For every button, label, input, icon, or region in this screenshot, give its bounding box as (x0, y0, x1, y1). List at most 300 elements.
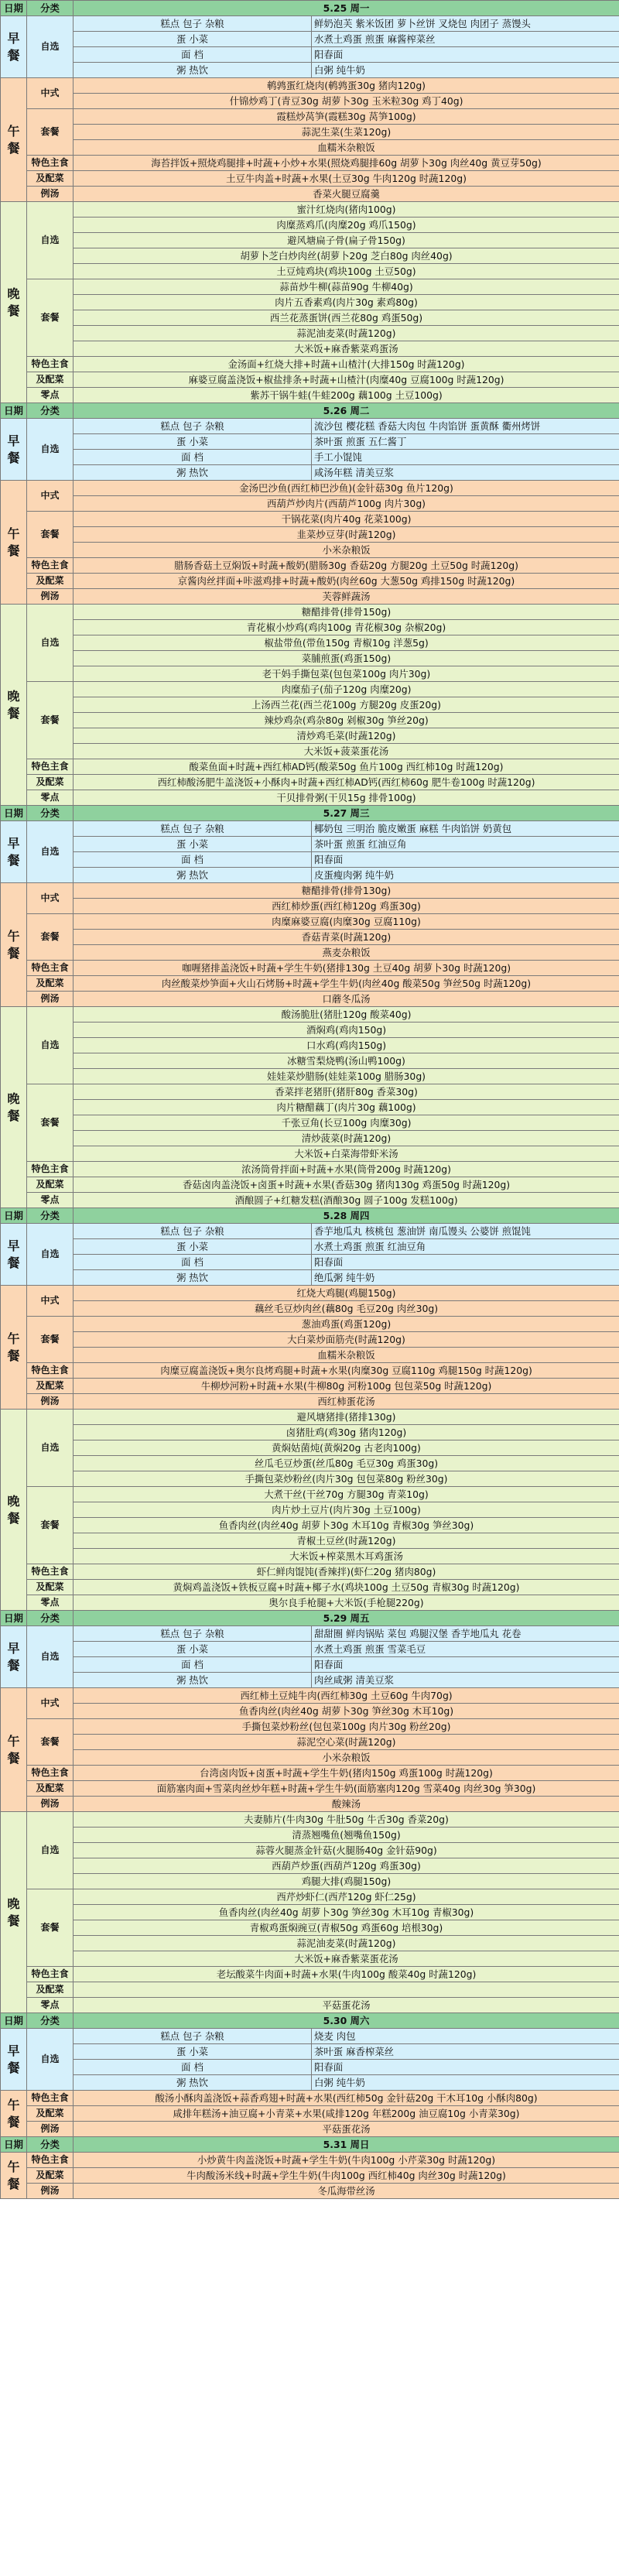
menu-item: 大米饭+白菜海带虾米汤 (74, 1146, 619, 1162)
category-cell: 及配菜 (27, 1177, 74, 1193)
day-title: 5.26 周二 (74, 403, 619, 419)
breakfast-type: 蛋 小菜 (74, 434, 312, 450)
dinner-row (1, 388, 619, 403)
menu-item: 浓汤筒骨拌面+时蔬+水果(筒骨200g 时蔬120g) (74, 1162, 619, 1177)
breakfast-items: 鲜奶泡芙 紫米饭团 萝卜丝饼 叉烧包 肉团子 蒸馒头 (312, 16, 619, 32)
menu-item: 土豆炖鸡块(鸡块100g 土豆50g) (74, 264, 619, 279)
breakfast-items: 甜甜圈 鲜肉锅贴 菜包 鸡腿汉堡 香芋地瓜丸 花卷 (312, 1626, 619, 1642)
dinner-row (1, 697, 619, 713)
menu-item: 金汤巴沙鱼(西红柿巴沙鱼)(金针菇30g 鱼片120g) (74, 481, 619, 496)
category-cell: 套餐 (27, 682, 74, 759)
dinner-row (1, 605, 619, 620)
breakfast-items: 咸汤年糕 清美豆浆 (312, 465, 619, 481)
dinner-row (1, 790, 619, 806)
dinner-row (1, 310, 619, 326)
dinner-row (1, 1007, 619, 1023)
menu-item: 西红柿炒蛋(西红柿120g 鸡蛋30g) (74, 899, 619, 914)
menu-item: 菜脯煎蛋(鸡蛋150g) (74, 651, 619, 666)
dinner-row (1, 1812, 619, 1828)
category-cell: 中式 (27, 883, 74, 914)
dinner-row (1, 1518, 619, 1533)
lunch-row (1, 1750, 619, 1766)
lunch-label: 午餐 (1, 1688, 27, 1812)
breakfast-type: 糕点 包子 杂粮 (74, 16, 312, 32)
day-header-row (1, 1208, 619, 1224)
menu-item: 西葫芦炒肉片(西葫芦100g 肉片30g) (74, 496, 619, 512)
date-label: 日期 (1, 1611, 27, 1626)
menu-item: 藕丝毛豆炒肉丝(藕80g 毛豆20g 肉丝30g) (74, 1301, 619, 1317)
dinner-row (1, 326, 619, 341)
breakfast-type: 蛋 小菜 (74, 32, 312, 47)
menu-item: 咸排年糕汤+油豆腐+小青菜+水果(咸排120g 年糕200g 油豆腐10g 小青菜30g) (74, 2106, 619, 2122)
menu-item: 避风塘扁子骨(扁子骨150g) (74, 233, 619, 248)
dinner-row (1, 202, 619, 218)
dinner-row (1, 1858, 619, 1874)
category-cell: 套餐 (27, 1084, 74, 1162)
category-label: 分类 (27, 403, 74, 419)
category-cell: 自选 (27, 605, 74, 682)
category-cell: 及配菜 (27, 574, 74, 589)
menu-item: 咖喱猪排盖浇饭+时蔬+学生牛奶(猪排130g 土豆40g 胡萝卜30g 时蔬120g) (74, 961, 619, 976)
dinner-row (1, 1425, 619, 1440)
dinner-row (1, 1084, 619, 1100)
menu-item: 黄焖鸡盖浇饭+铁板豆腐+时蔬+椰子水(鸡块100g 土豆50g 青椒30g 时蔬120g) (74, 1580, 619, 1595)
date-label: 日期 (1, 806, 27, 821)
category-cell: 套餐 (27, 512, 74, 558)
category-cell: 零点 (27, 1193, 74, 1208)
category-cell: 零点 (27, 1998, 74, 2013)
menu-item: 卤猪肚鸡(鸡30g 猪肉120g) (74, 1425, 619, 1440)
dinner-row (1, 1843, 619, 1858)
category-cell: 特色主食 (27, 1766, 74, 1781)
menu-item: 大米饭+麻香紫菜蛋花汤 (74, 1951, 619, 1967)
menu-item: 上汤西兰花(西兰花100g 方腿20g 皮蛋20g) (74, 697, 619, 713)
menu-item (74, 1982, 619, 1998)
menu-item: 韭菜炒豆芽(时蔬120g) (74, 527, 619, 543)
breakfast-items: 烧麦 肉包 (312, 2029, 619, 2044)
category-cell: 及配菜 (27, 1982, 74, 1998)
category-cell: 套餐 (27, 279, 74, 357)
dinner-row (1, 1487, 619, 1502)
category-label: 分类 (27, 2137, 74, 2153)
menu-item: 金汤面+红烧大排+时蔬+山楂汁(大排150g 时蔬120g) (74, 357, 619, 372)
day-header-row (1, 1611, 619, 1626)
lunch-row (1, 187, 619, 202)
dinner-row (1, 1549, 619, 1564)
menu-item: 西红柿蛋花汤 (74, 1394, 619, 1410)
dinner-row (1, 759, 619, 775)
menu-item: 鹌鹑蛋红烧肉(鹌鹑蛋30g 猪肉120g) (74, 78, 619, 94)
category-cell: 自选 (27, 202, 74, 279)
lunch-row (1, 1735, 619, 1750)
lunch-row (1, 2122, 619, 2137)
dinner-label: 晚餐 (1, 605, 27, 806)
menu-item: 酸菜鱼面+时蔬+西红柿AD钙(酸菜50g 鱼片100g 西红柿10g 时蔬120g) (74, 759, 619, 775)
breakfast-type: 蛋 小菜 (74, 1239, 312, 1255)
dinner-row (1, 1471, 619, 1487)
category-cell: 特色主食 (27, 156, 74, 171)
category-cell: 零点 (27, 1595, 74, 1611)
breakfast-items: 绝瓜粥 纯牛奶 (312, 1270, 619, 1286)
category-cell: 及配菜 (27, 1781, 74, 1797)
menu-item: 香菜拌老猪肝(猪肝80g 香菜30g) (74, 1084, 619, 1100)
lunch-label: 午餐 (1, 883, 27, 1007)
breakfast-row (1, 2044, 619, 2060)
breakfast-items: 阳春面 (312, 852, 619, 868)
breakfast-type: 粥 热饮 (74, 868, 312, 883)
category-cell: 自选 (27, 16, 74, 78)
category-cell: 自选 (27, 1224, 74, 1286)
category-cell: 及配菜 (27, 372, 74, 388)
breakfast-type: 面 档 (74, 1255, 312, 1270)
menu-item: 什锦炒鸡丁(青豆30g 胡萝卜30g 玉米粒30g 鸡丁40g) (74, 94, 619, 109)
menu-item: 糖醋排骨(排骨130g) (74, 883, 619, 899)
breakfast-type: 糕点 包子 杂粮 (74, 1626, 312, 1642)
breakfast-row (1, 1642, 619, 1657)
category-cell: 例汤 (27, 2122, 74, 2137)
menu-item: 冬瓜海带丝汤 (74, 2184, 619, 2199)
menu-item: 青椒鸡蛋焖豌豆(青椒50g 鸡蛋60g 培根30g) (74, 1920, 619, 1936)
lunch-label: 午餐 (1, 1286, 27, 1410)
breakfast-items: 茶叶蛋 麻香榨菜丝 (312, 2044, 619, 2060)
menu-item: 口水鸡(鸡肉150g) (74, 1038, 619, 1053)
dinner-row (1, 1177, 619, 1193)
menu-item: 西红柿酸汤肥牛盖浇饭+小酥肉+时蔬+西红柿AD钙(西红柿60g 肥牛卷100g 时蔬120g) (74, 775, 619, 790)
day-title: 5.27 周三 (74, 806, 619, 821)
menu-item: 芙蓉鲜蔬汤 (74, 589, 619, 605)
lunch-row (1, 543, 619, 558)
category-cell: 例汤 (27, 992, 74, 1007)
lunch-row (1, 2106, 619, 2122)
lunch-label: 午餐 (1, 2153, 27, 2199)
lunch-row (1, 1797, 619, 1812)
breakfast-items: 香芋地瓜丸 核桃包 葱油饼 南瓜馒头 公婆饼 煎馄饨 (312, 1224, 619, 1239)
category-cell: 套餐 (27, 1719, 74, 1766)
menu-item: 大煮干丝(干丝70g 方腿30g 青菜10g) (74, 1487, 619, 1502)
breakfast-row (1, 434, 619, 450)
breakfast-type: 面 档 (74, 852, 312, 868)
breakfast-row (1, 2060, 619, 2075)
menu-item: 手撕包菜炒粉丝(肉片30g 包包菜80g 粉丝30g) (74, 1471, 619, 1487)
menu-item: 肉糜豆腐盖浇饭+奥尔良烤鸡腿+时蔬+水果(肉糜30g 豆腐110g 鸡腿150g 时蔬120g) (74, 1363, 619, 1379)
lunch-row (1, 1301, 619, 1317)
menu-item: 黄焖姑菌炖(黄焖20g 古老肉100g) (74, 1440, 619, 1456)
menu-item: 胡萝卜芝白炒肉丝(胡萝卜20g 芝白80g 肉丝40g) (74, 248, 619, 264)
menu-item: 鸡腿大排(鸡腿150g) (74, 1874, 619, 1889)
category-cell: 特色主食 (27, 357, 74, 372)
menu-item: 鱼香肉丝(肉丝40g 胡萝卜30g 笋丝30g 木耳10g) (74, 1704, 619, 1719)
breakfast-items: 皮蛋瘦肉粥 纯牛奶 (312, 868, 619, 883)
dinner-row (1, 1069, 619, 1084)
dinner-row (1, 372, 619, 388)
menu-item: 牛柳炒河粉+时蔬+水果(牛柳80g 河粉100g 包包菜50g 时蔬120g) (74, 1379, 619, 1394)
category-cell: 及配菜 (27, 2106, 74, 2122)
breakfast-type: 糕点 包子 杂粮 (74, 2029, 312, 2044)
breakfast-row (1, 1239, 619, 1255)
dinner-row (1, 1038, 619, 1053)
menu-item: 小炒黄牛肉盖浇饭+时蔬+学生牛奶(牛肉100g 小芹菜30g 时蔬120g) (74, 2153, 619, 2168)
dinner-row (1, 1951, 619, 1967)
category-cell: 例汤 (27, 1797, 74, 1812)
category-cell: 套餐 (27, 1889, 74, 1967)
breakfast-type: 蛋 小菜 (74, 1642, 312, 1657)
menu-item: 平菇蛋花汤 (74, 2122, 619, 2137)
day-title: 5.30 周六 (74, 2013, 619, 2029)
breakfast-items: 水煮土鸡蛋 煎蛋 雪菜毛豆 (312, 1642, 619, 1657)
menu-item: 小米杂粮饭 (74, 1750, 619, 1766)
category-label: 分类 (27, 2013, 74, 2029)
menu-item: 老坛酸菜牛肉面+时蔬+水果(牛肉100g 酸菜40g 时蔬120g) (74, 1967, 619, 1982)
menu-item: 西葫芦炒蛋(西葫芦120g 鸡蛋30g) (74, 1858, 619, 1874)
dinner-row (1, 1595, 619, 1611)
dinner-row (1, 1162, 619, 1177)
menu-item: 肉糜茄子(茄子120g 肉糜20g) (74, 682, 619, 697)
menu-item: 霞糕炒莴笋(霞糕30g 莴笋100g) (74, 109, 619, 125)
dinner-row (1, 1023, 619, 1038)
category-cell: 中式 (27, 1286, 74, 1317)
menu-item: 西兰花蒸蛋饼(西兰花80g 鸡蛋50g) (74, 310, 619, 326)
dinner-label: 晚餐 (1, 1410, 27, 1611)
date-label: 日期 (1, 2013, 27, 2029)
day-title: 5.28 周四 (74, 1208, 619, 1224)
lunch-row (1, 171, 619, 187)
category-cell: 及配菜 (27, 1580, 74, 1595)
breakfast-label: 早餐 (1, 419, 27, 481)
menu-item: 鱼香肉丝(肉丝40g 胡萝卜30g 笋丝30g 木耳10g 青椒30g) (74, 1905, 619, 1920)
dinner-row (1, 264, 619, 279)
date-label: 日期 (1, 2137, 27, 2153)
breakfast-items: 白粥 纯牛奶 (312, 63, 619, 78)
dinner-row (1, 279, 619, 295)
category-cell: 中式 (27, 481, 74, 512)
dinner-row (1, 1874, 619, 1889)
dinner-row (1, 620, 619, 635)
menu-item: 大米饭+菠菜蛋花汤 (74, 744, 619, 759)
day-title: 5.25 周一 (74, 1, 619, 16)
menu-item: 肉糜麻婆豆腐(肉糜30g 豆腐110g) (74, 914, 619, 930)
menu-item: 干贝排骨粥(干贝15g 排骨100g) (74, 790, 619, 806)
dinner-row (1, 1967, 619, 1982)
menu-item: 肉丝酸菜炒笋面+火山石烤肠+时蔬+学生牛奶(肉丝40g 酸菜50g 笋丝50g 时蔬120g) (74, 976, 619, 992)
breakfast-items: 水煮土鸡蛋 煎蛋 麻酱榨菜丝 (312, 32, 619, 47)
category-cell: 特色主食 (27, 759, 74, 775)
category-cell: 套餐 (27, 109, 74, 156)
lunch-row (1, 140, 619, 156)
breakfast-label: 早餐 (1, 1626, 27, 1688)
menu-item: 鱼香肉丝(肉丝40g 胡萝卜30g 木耳10g 青椒30g 笋丝30g) (74, 1518, 619, 1533)
lunch-row (1, 78, 619, 94)
menu-item: 西红柿土豆炖牛肉(西红柿30g 土豆60g 牛肉70g) (74, 1688, 619, 1704)
menu-item: 麻婆豆腐盖浇饭+椒盐排条+时蔬+山楂汁(肉糜40g 豆腐100g 时蔬120g) (74, 372, 619, 388)
menu-item: 台湾卤肉饭+卤蛋+时蔬+学生牛奶(猪肉150g 鸡蛋100g 时蔬120g) (74, 1766, 619, 1781)
breakfast-type: 粥 热饮 (74, 2075, 312, 2091)
breakfast-row (1, 47, 619, 63)
menu-item: 蒜泥油麦菜(时蔬120g) (74, 326, 619, 341)
dinner-row (1, 1456, 619, 1471)
menu-item: 大米饭+麻香紫菜鸡蛋汤 (74, 341, 619, 357)
dinner-row (1, 1889, 619, 1905)
breakfast-type: 糕点 包子 杂粮 (74, 419, 312, 434)
lunch-row (1, 1766, 619, 1781)
dinner-row (1, 1440, 619, 1456)
lunch-row (1, 1719, 619, 1735)
menu-item: 平菇蛋花汤 (74, 1998, 619, 2013)
menu-item: 口蘑冬瓜汤 (74, 992, 619, 1007)
dinner-row (1, 357, 619, 372)
menu-item: 蒜苗炒牛柳(蒜苗90g 牛柳40g) (74, 279, 619, 295)
category-cell: 特色主食 (27, 1564, 74, 1580)
dinner-row (1, 1410, 619, 1425)
lunch-row (1, 1332, 619, 1348)
lunch-row (1, 2168, 619, 2184)
breakfast-items: 茶叶蛋 煎蛋 红油豆角 (312, 837, 619, 852)
dinner-row (1, 775, 619, 790)
menu-item: 土豆牛肉盖+时蔬+水果(土豆30g 牛肉120g 时蔬120g) (74, 171, 619, 187)
lunch-row (1, 914, 619, 930)
lunch-row (1, 1781, 619, 1797)
menu-item: 千张豆角(长豆100g 肉糜30g) (74, 1115, 619, 1131)
menu-item: 大米饭+榨菜黑木耳鸡蛋汤 (74, 1549, 619, 1564)
lunch-row (1, 109, 619, 125)
category-cell: 特色主食 (27, 961, 74, 976)
dinner-row (1, 1115, 619, 1131)
date-label: 日期 (1, 403, 27, 419)
category-cell: 特色主食 (27, 2091, 74, 2106)
breakfast-type: 面 档 (74, 2060, 312, 2075)
breakfast-row (1, 821, 619, 837)
lunch-row (1, 1317, 619, 1332)
menu-item: 丝瓜毛豆炒蛋(丝瓜80g 毛豆30g 鸡蛋30g) (74, 1456, 619, 1471)
breakfast-row (1, 868, 619, 883)
dinner-row (1, 713, 619, 728)
menu-item: 香菇卤肉盖浇饭+卤蛋+时蔬+水果(香菇30g 猪肉130g 鸡蛋50g 时蔬120g) (74, 1177, 619, 1193)
menu-item: 燕麦杂粮饭 (74, 945, 619, 961)
lunch-row (1, 883, 619, 899)
category-cell: 特色主食 (27, 1967, 74, 1982)
menu-item: 小米杂粮饭 (74, 543, 619, 558)
menu-item: 清炒鸡毛菜(时蔬120g) (74, 728, 619, 744)
lunch-row (1, 930, 619, 945)
breakfast-items: 茶叶蛋 煎蛋 五仁酱丁 (312, 434, 619, 450)
category-cell: 及配菜 (27, 171, 74, 187)
menu-item: 冰糖雪梨烧鸭(汤山鸭100g) (74, 1053, 619, 1069)
menu-item: 牛肉酸汤米线+时蔬+学生牛奶(牛肉100g 西红柿40g 肉丝30g 时蔬120g) (74, 2168, 619, 2184)
breakfast-type: 粥 热饮 (74, 1270, 312, 1286)
category-cell: 自选 (27, 1812, 74, 1889)
dinner-row (1, 651, 619, 666)
dinner-row (1, 1146, 619, 1162)
day-header-row (1, 806, 619, 821)
category-cell: 特色主食 (27, 558, 74, 574)
breakfast-type: 糕点 包子 杂粮 (74, 821, 312, 837)
breakfast-row (1, 2075, 619, 2091)
category-cell: 中式 (27, 78, 74, 109)
category-cell: 及配菜 (27, 976, 74, 992)
menu-item: 紫苏干锅牛蛙(牛蛙200g 藕100g 土豆100g) (74, 388, 619, 403)
day-header-row (1, 2013, 619, 2029)
menu-item: 酸汤脆肚(猪肚120g 酸菜40g) (74, 1007, 619, 1023)
breakfast-row (1, 1626, 619, 1642)
menu-item: 椒盐带鱼(带鱼150g 青椒10g 洋葱5g) (74, 635, 619, 651)
breakfast-type: 蛋 小菜 (74, 2044, 312, 2060)
category-cell: 及配菜 (27, 2168, 74, 2184)
lunch-row (1, 2091, 619, 2106)
dinner-row (1, 1936, 619, 1951)
menu-item: 干锅花菜(肉片40g 花菜100g) (74, 512, 619, 527)
lunch-row (1, 1363, 619, 1379)
day-header-row (1, 403, 619, 419)
category-cell: 自选 (27, 419, 74, 481)
menu-item: 虾仁鲜肉馄饨(香辣拌)(虾仁20g 猪肉80g) (74, 1564, 619, 1580)
lunch-row (1, 481, 619, 496)
breakfast-type: 粥 热饮 (74, 63, 312, 78)
dinner-row (1, 341, 619, 357)
menu-item: 清蒸翘嘴鱼(翘嘴鱼150g) (74, 1828, 619, 1843)
lunch-row (1, 1394, 619, 1410)
dinner-row (1, 1905, 619, 1920)
menu-item: 血糯米杂粮饭 (74, 1348, 619, 1363)
dinner-row (1, 295, 619, 310)
dinner-row (1, 1564, 619, 1580)
breakfast-items: 椰奶包 三明治 脆皮嫩蛋 麻糕 牛肉馅饼 奶黄包 (312, 821, 619, 837)
dinner-row (1, 666, 619, 682)
menu-item: 腊肠香菇土豆焖饭+时蔬+酸奶(腊肠30g 香菇20g 方腿20g 土豆50g 时蔬120g) (74, 558, 619, 574)
category-cell: 及配菜 (27, 1379, 74, 1394)
lunch-label: 午餐 (1, 78, 27, 202)
menu-item: 京酱肉丝拌面+咔滋鸡排+时蔬+酸奶(肉丝60g 大葱50g 鸡排150g 时蔬120g) (74, 574, 619, 589)
lunch-row (1, 945, 619, 961)
menu-item: 夫妻肺片(牛肉30g 牛肚50g 牛舌30g 香菜20g) (74, 1812, 619, 1828)
category-label: 分类 (27, 1208, 74, 1224)
category-cell: 零点 (27, 790, 74, 806)
category-cell: 自选 (27, 2029, 74, 2091)
menu-item: 老干妈手撕包菜(包包菜100g 肉片30g) (74, 666, 619, 682)
menu-item: 酸汤小酥肉盖浇饭+蒜香鸡翅+时蔬+水果(西红柿50g 金针菇20g 干木耳10g 小酥肉80g) (74, 2091, 619, 2106)
menu-item: 辣炒鸡杂(鸡杂80g 剁椒30g 笋丝20g) (74, 713, 619, 728)
breakfast-row (1, 1255, 619, 1270)
lunch-label: 午餐 (1, 2091, 27, 2137)
category-cell: 特色主食 (27, 1162, 74, 1177)
dinner-row (1, 218, 619, 233)
dinner-row (1, 1920, 619, 1936)
menu-item: 西芹炒虾仁(西芹120g 虾仁25g) (74, 1889, 619, 1905)
menu-item: 糖醋排骨(排骨150g) (74, 605, 619, 620)
menu-item: 手撕包菜炒粉丝(包包菜100g 肉片30g 粉丝20g) (74, 1719, 619, 1735)
menu-item: 蒜蓉火腿蒸金针菇(火腿肠40g 金针菇90g) (74, 1843, 619, 1858)
breakfast-row (1, 837, 619, 852)
breakfast-row (1, 1673, 619, 1688)
breakfast-items: 阳春面 (312, 1657, 619, 1673)
breakfast-items: 阳春面 (312, 47, 619, 63)
day-title: 5.31 周日 (74, 2137, 619, 2153)
breakfast-type: 面 档 (74, 1657, 312, 1673)
lunch-row (1, 1348, 619, 1363)
menu-item: 肉片炒土豆片(肉片30g 土豆100g) (74, 1502, 619, 1518)
breakfast-row (1, 465, 619, 481)
menu-item: 血糯米杂粮饭 (74, 140, 619, 156)
breakfast-row (1, 2029, 619, 2044)
menu-item: 肉片五香素鸡(肉片30g 素鸡80g) (74, 295, 619, 310)
lunch-row (1, 2184, 619, 2199)
dinner-row (1, 233, 619, 248)
menu-item: 酒焖鸡(鸡肉150g) (74, 1023, 619, 1038)
dinner-row (1, 728, 619, 744)
lunch-row (1, 976, 619, 992)
breakfast-items: 白粥 纯牛奶 (312, 2075, 619, 2091)
breakfast-type: 粥 热饮 (74, 1673, 312, 1688)
lunch-row (1, 1704, 619, 1719)
menu-item: 青椒土豆丝(时蔬120g) (74, 1533, 619, 1549)
